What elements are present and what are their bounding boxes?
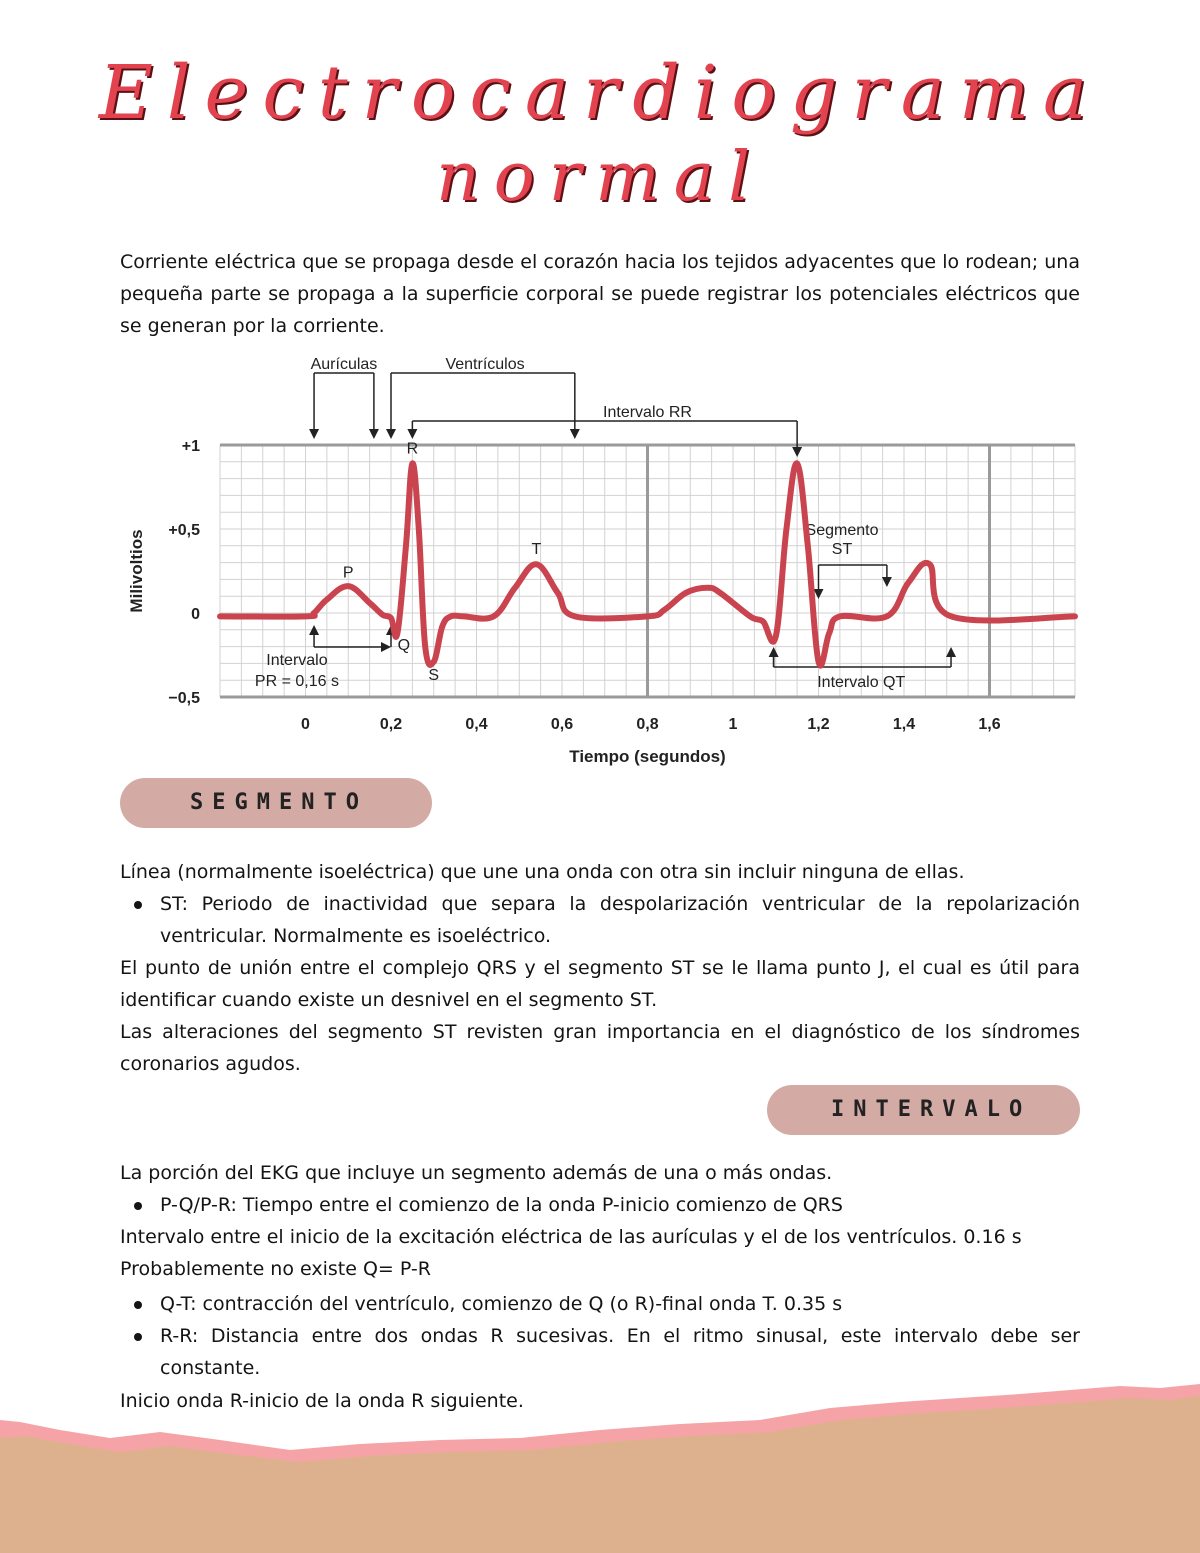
ventriculos-arrow-right [570, 429, 580, 439]
pr-detail: Intervalo entre el inicio de la excitación eléctrica de las aurículas y el de los ventrículos. 0.16 s [120, 1226, 1022, 1248]
y-tick-label: +1 [181, 438, 200, 455]
ventriculos-arrow-left [386, 429, 396, 439]
x-axis-label: Tiempo (segundos) [569, 747, 726, 766]
x-tick-label: 1 [728, 716, 738, 733]
x-tick-label: 0,4 [465, 716, 488, 733]
segmento-definition: Línea (normalmente isoeléctrica) que une una onda con otra sin incluir ninguna de ellas. [120, 861, 965, 883]
auriculas-arrow-left [309, 429, 319, 439]
intervalo-qt-label: Intervalo QT [817, 674, 906, 691]
x-tick-label: 1,4 [892, 716, 916, 733]
rr-detail: Inicio onda R-inicio de la onda R siguiente. [120, 1390, 524, 1412]
x-tick-label: 1,2 [807, 716, 830, 733]
intervalo-rr-label: Intervalo RR [603, 404, 692, 421]
ventriculos-label: Ventrículos [445, 356, 525, 373]
x-tick-label: 1,6 [978, 716, 1001, 733]
intervalo-definition: La porción del EKG que incluye un segmento además de una o más ondas. [120, 1162, 833, 1184]
torn-paper-decoration [0, 1380, 1200, 1553]
intervalo-pr-label-1: Intervalo [266, 652, 328, 669]
y-tick-label: +0,5 [168, 522, 200, 539]
x-tick-label: 0 [301, 716, 310, 733]
ecg-chart [120, 345, 1080, 775]
segmento-pill: SEGMENTO [120, 778, 432, 828]
pr-note: Probablemente no existe Q= P-R [120, 1258, 431, 1280]
wave-label-q: Q [397, 636, 411, 654]
j-point-paragraph: El punto de unión entre el complejo QRS y el segmento ST se le llama punto J, el cual es útil para identificar cuando existe un desnivel en el segmento ST. [120, 957, 1080, 1011]
title-line-1: Electrocardiograma [98, 50, 1102, 136]
qt-bullet: Q-T: contracción del ventrículo, comienzo de Q (o R)-final onda T. 0.35 s [160, 1288, 842, 1320]
y-tick-label: −0,5 [168, 690, 200, 707]
segmento-st-label-2: ST [831, 541, 853, 558]
y-tick-label: 0 [191, 606, 200, 623]
wave-label-p: P [342, 564, 354, 582]
auriculas-arrow-right [369, 429, 379, 439]
x-tick-label: 0,2 [379, 716, 403, 733]
intervalo-pill: INTERVALO [767, 1085, 1080, 1135]
wave-label-t: T [531, 541, 542, 559]
rr-bullet: R-R: Distancia entre dos ondas R sucesivas. En el ritmo sinusal, este intervalo debe ser constante. [160, 1320, 1080, 1384]
wave-label-s: S [428, 667, 440, 685]
wave-label-r: R [406, 440, 419, 458]
intervalo-pr-label-2: PR = 0,16 s [254, 673, 339, 690]
y-axis-label: Milivoltios [127, 529, 146, 613]
rr-arrow-left [407, 429, 417, 439]
pr-bullet: P-Q/P-R: Tiempo entre el comienzo de la onda P-inicio comienzo de QRS [160, 1189, 843, 1221]
segmento-st-label-1: Segmento [805, 522, 879, 539]
intro-paragraph: Corriente eléctrica que se propaga desde el corazón hacia los tejidos adyacentes que lo rodean; una pequeña parte se propaga a la superficie corporal se puede registrar los potenciales eléctricos que se generan por la corriente. [120, 251, 1080, 337]
st-alterations-paragraph: Las alteraciones del segmento ST revisten gran importancia en el diagnóstico de los síndromes coronarios agudos. [120, 1021, 1080, 1075]
x-tick-label: 0,8 [636, 716, 659, 733]
x-tick-label: 0,6 [550, 716, 574, 733]
auriculas-label: Aurículas [310, 356, 378, 373]
st-bullet: ST: Periodo de inactividad que separa la despolarización ventricular de la repolarización ventricular. Normalmente es isoeléctrico. [160, 888, 1080, 952]
title-line-2: normal [435, 138, 764, 217]
